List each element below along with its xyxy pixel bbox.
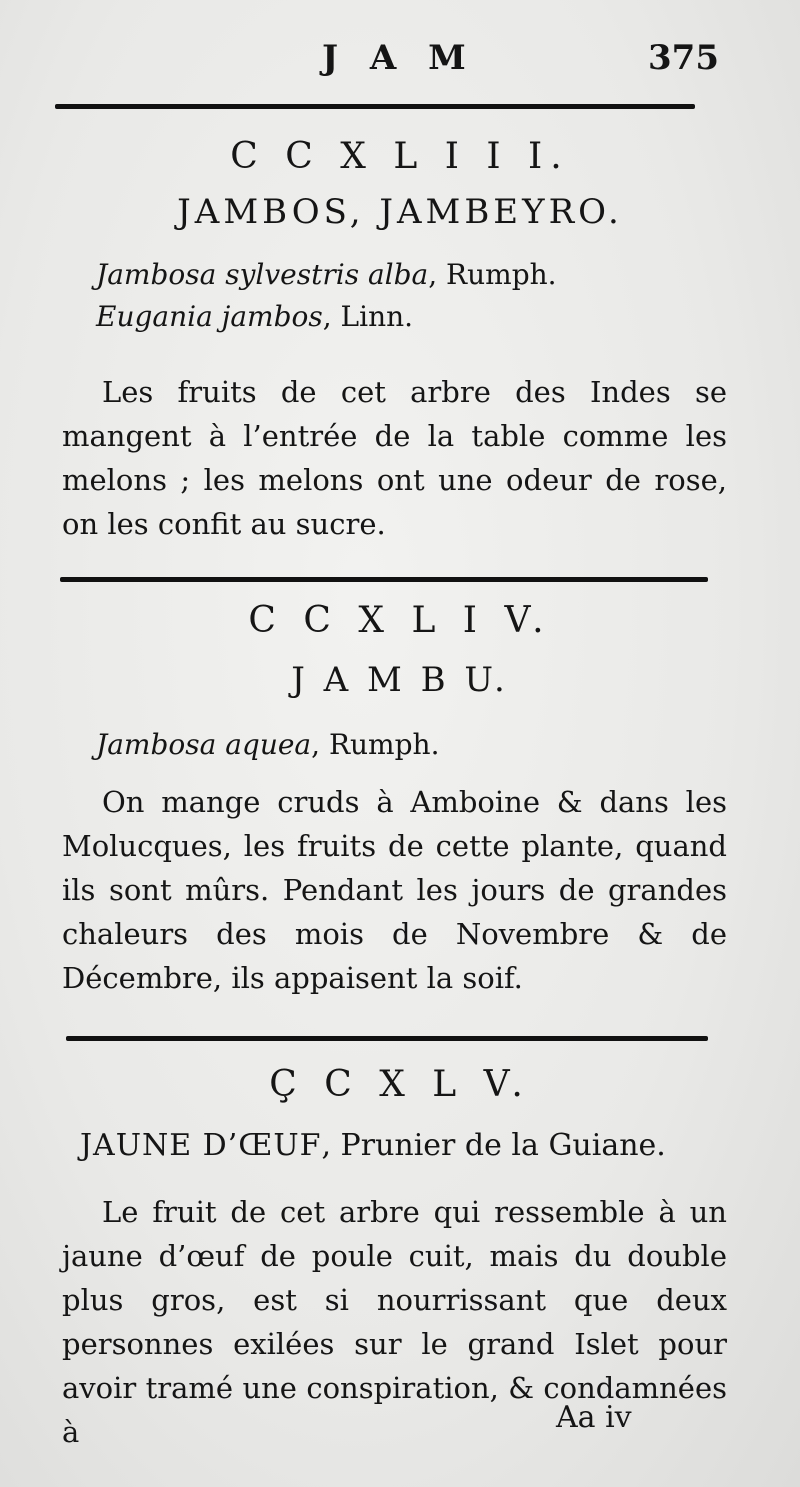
synonym-author: , Rumph. — [311, 728, 440, 761]
synonym-latin: Eugania jambos — [96, 300, 323, 333]
header-rule — [55, 104, 695, 109]
synonym-author: , Rumph. — [428, 258, 557, 291]
article-text: Le fruit de cet arbre qui ressemble à un jaune d’œuf de poule cuit, mais du double plus gros, est si nourrissant que deux personnes exilées sur le grand Islet pour avoir tramé une conspiration, & condamnées à — [62, 1195, 727, 1449]
article-text: Les fruits de cet arbre des Indes se mangent à l’entrée de la table comme les melons ; les melons ont une odeur de rose, on les confit au sucre. — [62, 375, 727, 541]
article-text: On mange cruds à Amboine & dans les Molucques, les fruits de cette plante, quand ils sont mûrs. Pendant les jours de grandes chaleurs des mois de Novembre & de Décembre, ils appaisent la soif. — [62, 785, 727, 995]
article-number: C C X L I I I. — [230, 136, 570, 177]
section-rule — [60, 577, 708, 582]
article-number: C C X L I V. — [248, 600, 552, 641]
running-head: J A M — [322, 38, 476, 78]
synonym-author: , Linn. — [322, 300, 414, 333]
article-title-main: JAUNE D’ŒUF — [80, 1128, 322, 1163]
article-title-rest: , Prunier de la Guiane. — [321, 1128, 666, 1163]
page-number: 375 — [648, 38, 719, 78]
synonym-line — [96, 300, 413, 333]
synonym-latin: Jambosa sylvestris alba — [96, 258, 429, 291]
synonym-line — [96, 258, 557, 291]
section-rule — [66, 1036, 708, 1041]
signature-mark: Aa iv — [556, 1400, 632, 1435]
synonym-line — [96, 728, 439, 761]
article-title: JAMBOS, JAMBEYRO. — [177, 192, 623, 232]
article-number: Ç C X L V. — [269, 1064, 531, 1105]
article-title — [80, 1128, 666, 1163]
article-title: J A M B U. — [291, 660, 509, 700]
synonym-latin: Jambosa aquea — [96, 728, 312, 761]
